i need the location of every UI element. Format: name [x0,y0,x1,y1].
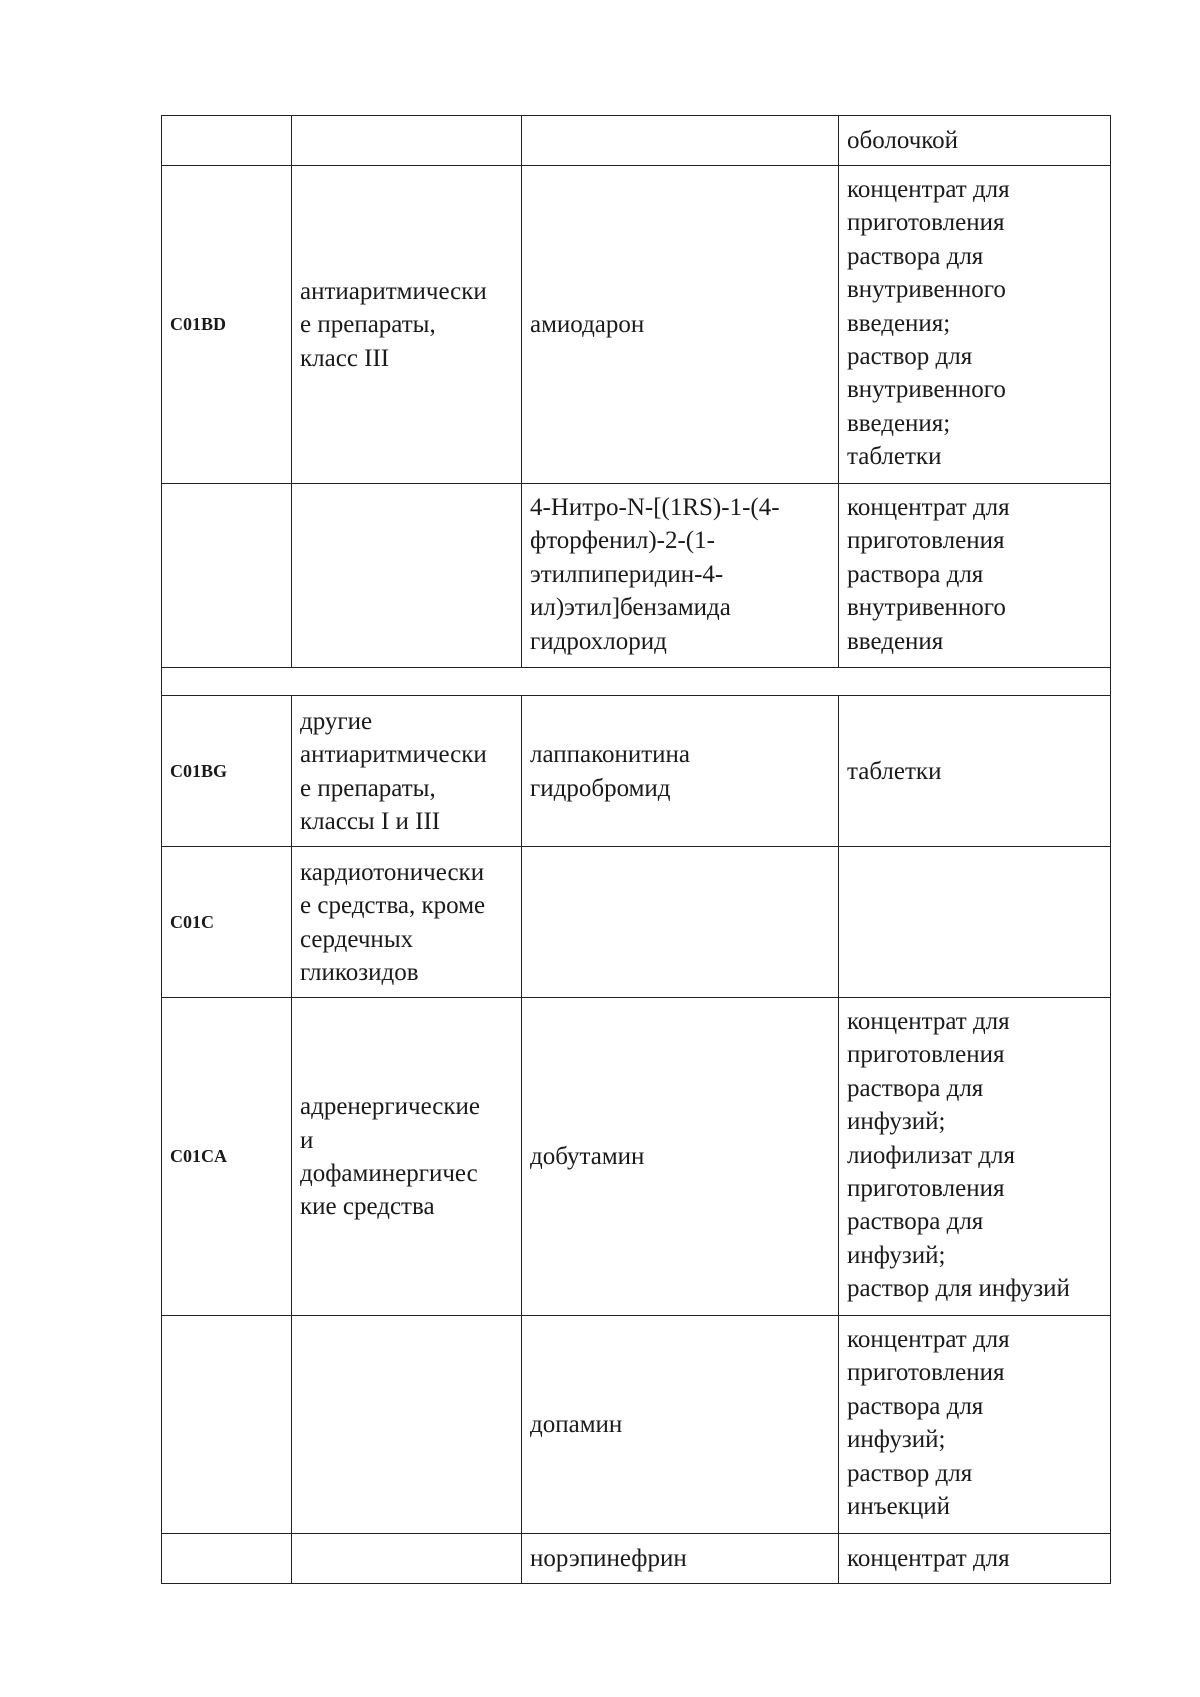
group-line: другие [300,707,373,735]
dosage-form-line: инъекций [847,1493,951,1521]
group-line: кардиотонически [300,858,485,886]
group-cell [292,166,522,484]
dosage-form-line: введения; [847,309,951,337]
table-row [162,998,1111,1316]
substance-cell [522,484,839,668]
dosage-form-line: концентрат для [847,176,1010,203]
atc-code-cell: C01BG [162,696,292,847]
group-cell [292,998,522,1316]
substance-line: ил)этил]бензамида [530,594,731,622]
table-row [162,116,1111,166]
drug-table [161,115,1111,1584]
group-cell [292,1316,522,1534]
group-line: е препараты, [300,311,436,339]
dosage-forms-cell [839,1316,1111,1534]
substance-line: амиодарон [530,311,645,339]
dosage-form-line: приготовления [847,1175,1005,1203]
dosage-forms-cell [839,998,1111,1316]
group-cell [292,847,522,998]
dosage-form-line: приготовления [847,209,1005,237]
dosage-form-line: инфузий; [847,1108,946,1136]
dosage-form-line: раствора для [847,1392,984,1420]
dosage-form-line: лиофилизат для [847,1141,1015,1169]
spacer-row [162,668,1111,696]
substance-line: лаппаконитина [530,741,691,769]
atc-code-cell [162,116,292,166]
dosage-form-line: приготовления [847,527,1005,555]
dosage-form-line: раствор для [847,343,973,371]
table-row [162,166,1111,484]
dosage-form-line: раствор для [847,1459,973,1487]
group-line: дофаминергичес [300,1160,478,1187]
substance-line: гидрохлорид [530,627,667,655]
group-line: классы I и III [300,807,441,835]
dosage-form-line: инфузий; [847,1241,946,1269]
group-line: сердечных [300,925,414,953]
group-line: антиаритмически [300,277,487,305]
table-row [162,1316,1111,1534]
group-line: антиаритмически [300,741,487,769]
substance-cell [522,998,839,1316]
substance-line: добутамин [530,1143,645,1171]
dosage-form-line: концентрат для [847,1008,1010,1035]
group-line: адренергические [300,1093,481,1121]
dosage-forms-cell [839,696,1111,847]
dosage-form-line: раствора для [847,242,984,270]
dosage-forms-cell [839,1534,1111,1584]
table-row [162,696,1111,847]
substance-cell [522,1316,839,1534]
dosage-form-line: инфузий; [847,1426,946,1454]
dosage-forms-cell [839,484,1111,668]
substance-line: фторфенил)-2-(1- [530,527,715,555]
group-line: е препараты, [300,774,436,802]
substance-line: гидробромид [530,774,671,802]
atc-code-cell: C01BD [162,166,292,484]
substance-line: допамин [530,1411,623,1439]
dosage-form-line: концентрат для [847,494,1010,521]
substance-cell [522,696,839,847]
table-row [162,847,1111,998]
substance-cell [522,116,839,166]
substance-cell [522,1534,839,1584]
substance-cell [522,166,839,484]
dosage-forms-cell [839,166,1111,484]
dosage-form-line: концентрат для [847,1326,1010,1353]
group-line: кие средства [300,1193,435,1221]
dosage-form-line: внутривенного [847,276,1006,304]
dosage-form-line: раствора для [847,1074,984,1102]
dosage-form-line: таблетки [847,757,942,785]
dosage-forms-cell [839,847,1111,998]
group-line: и [300,1126,314,1154]
group-cell [292,484,522,668]
dosage-form-line: приготовления [847,1041,1005,1069]
group-cell [292,116,522,166]
table-row [162,484,1111,668]
atc-code-cell [162,1534,292,1584]
dosage-form-line: приготовления [847,1359,1005,1387]
spacer-cell [162,668,1111,696]
group-cell [292,1534,522,1584]
group-line: гликозидов [300,958,419,986]
dosage-form-line: оболочкой [847,127,959,155]
substance-cell [522,847,839,998]
group-line: класс III [300,344,390,372]
table-row [162,1534,1111,1584]
dosage-form-line: внутривенного [847,376,1006,404]
substance-line: этилпиперидин-4- [530,560,724,588]
substance-line: 4-Нитро-N-[(1RS)-1-(4- [530,494,780,521]
dosage-form-line: введения [847,627,944,655]
dosage-form-line: таблетки [847,443,942,471]
dosage-form-line: внутривенного [847,594,1006,622]
atc-code-cell: C01CA [162,998,292,1316]
dosage-forms-cell [839,116,1111,166]
atc-code-cell [162,484,292,668]
dosage-form-line: раствора для [847,1208,984,1236]
dosage-form-line: введения; [847,409,951,437]
atc-code-cell: C01C [162,847,292,998]
atc-code-cell [162,1316,292,1534]
dosage-form-line: раствора для [847,560,984,588]
dosage-form-line: концентрат для [847,1545,1010,1573]
group-line: е средства, кроме [300,892,486,920]
substance-line: норэпинефрин [530,1545,687,1573]
dosage-form-line: раствор для инфузий [847,1275,1070,1303]
group-cell [292,696,522,847]
